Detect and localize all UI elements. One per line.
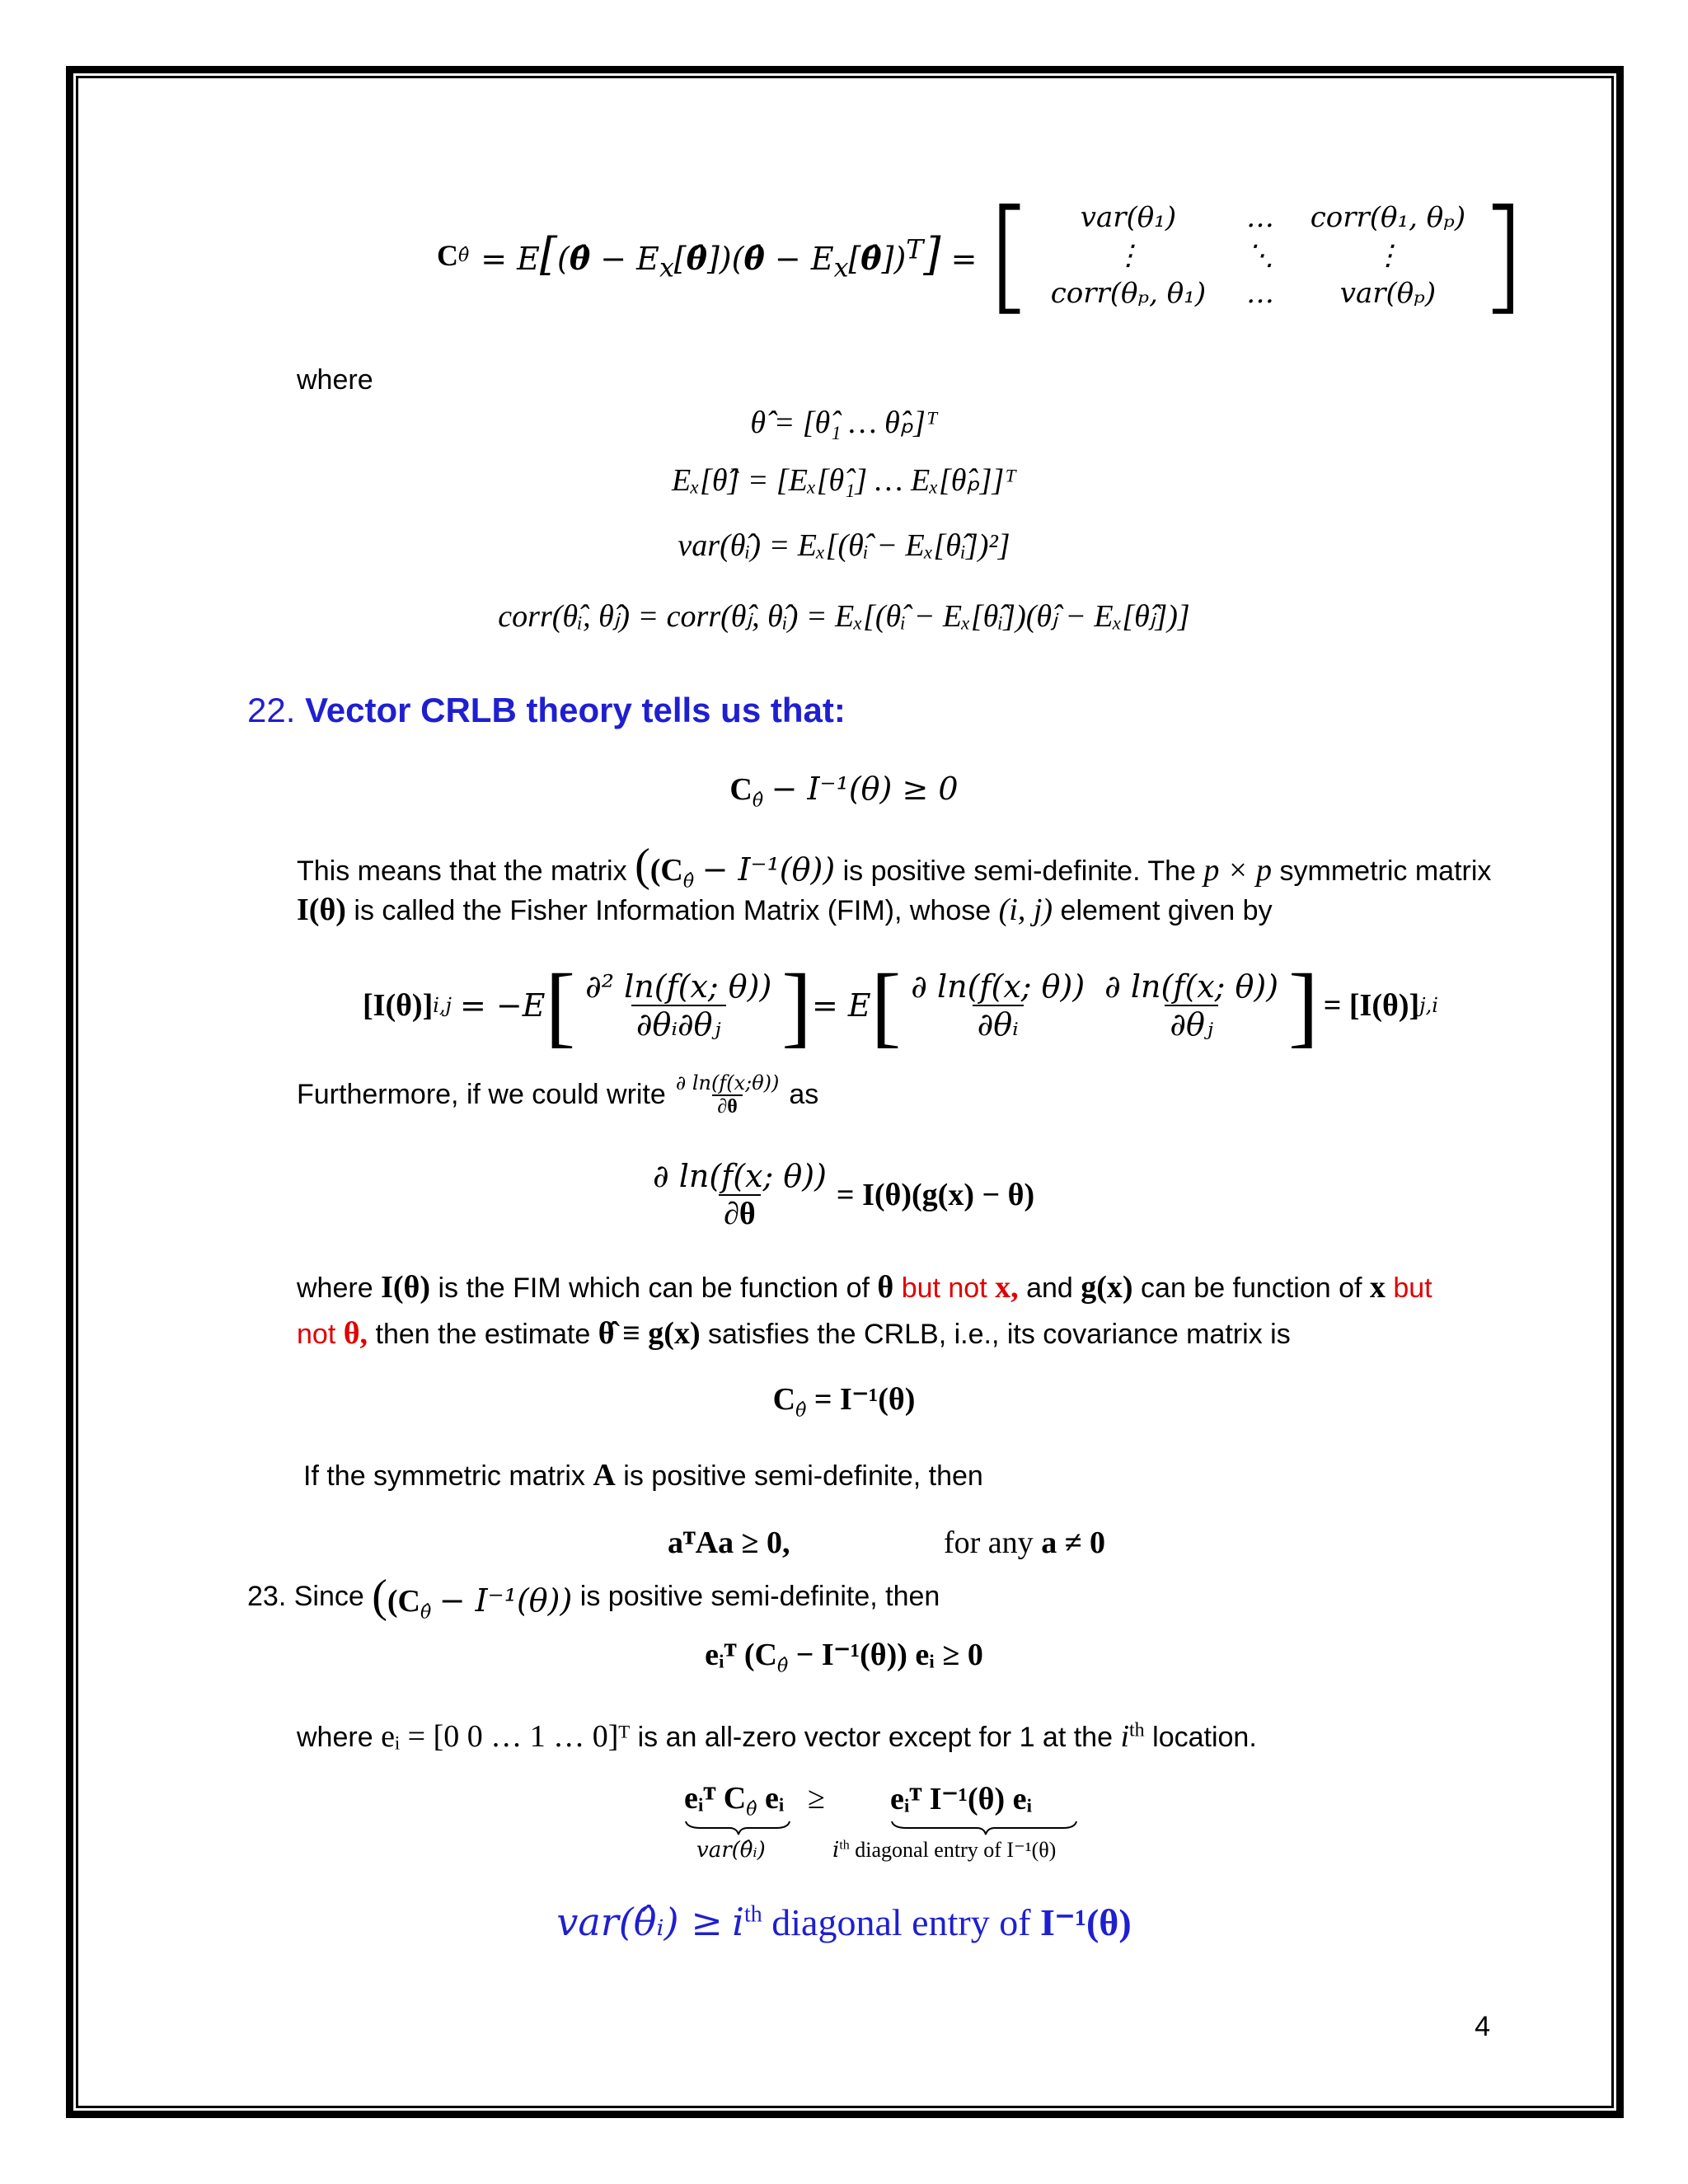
wf-text-4: can be function of bbox=[1141, 1272, 1362, 1304]
crlb-ineq-rest: − I⁻¹(θ) ≥ 0 bbox=[771, 771, 959, 807]
ub-lhs: eᵢᵀ C bbox=[684, 1781, 747, 1816]
uv-text-3: location. bbox=[1152, 1722, 1257, 1753]
cov-expr: = E[(θ̂ − $E_x[\thetâ])(\thetâ$ − $E_x[\thetâ])^T$] = bbox=[481, 227, 978, 284]
wf-I: I(θ) bbox=[381, 1270, 430, 1305]
uv-i: i bbox=[1120, 1719, 1130, 1754]
eff-c: C bbox=[772, 1382, 796, 1417]
wf-theta: θ bbox=[877, 1270, 894, 1305]
fim-equation: [I(θ)] i,j = −E [ $\frac{\text{∂² ln(f(x; θ))}}{\text{∂θᵢ∂θⱼ}}$ ] = E [ $\frac{\partial \ln(f(x; \theta))}{\text{∂θᵢ}}$ $\frac{\partial \ln(f(x; \theta))}{\text{∂θⱼ}}$ ] = [I(θ)] j,i bbox=[363, 954, 1438, 1056]
further-text-a: Furthermore, if we could write bbox=[297, 1079, 666, 1110]
fim-eq2: = E bbox=[811, 987, 871, 1024]
s23-ineq-rest: − I⁻¹(θ)) eᵢ ≥ 0 bbox=[795, 1638, 983, 1672]
score-num: ∂ ln(f(x; θ)) bbox=[653, 1158, 827, 1194]
cov-m11: var(θ₁) bbox=[1080, 201, 1177, 234]
sym-text-b: is positive semi-definite, then bbox=[623, 1460, 983, 1492]
section-22-heading bbox=[247, 691, 846, 730]
wf-and: and bbox=[1026, 1272, 1073, 1304]
uv-text-2: is an all-zero vector except for 1 at the bbox=[637, 1722, 1113, 1753]
s23-matrix-rest: − I⁻¹(θ)) bbox=[438, 1582, 573, 1619]
final-rhs: diagonal entry of bbox=[771, 1901, 1031, 1943]
wf-x: x, bbox=[995, 1270, 1019, 1305]
psd-matrix-rest: − I⁻¹(θ)) bbox=[701, 851, 836, 888]
def-theta-hat: θ̂ = [θ̂₁ … θ̂ₚ]ᵀ bbox=[750, 405, 938, 440]
psd-text-b: is positive semi-definite. The bbox=[842, 855, 1196, 887]
fim-text-b: element given by bbox=[1060, 895, 1273, 926]
def-variance: var(θ̂ᵢ) = Eₓ[(θ̂ᵢ − Eₓ[θ̂ᵢ])²] bbox=[678, 528, 1010, 563]
cov-lhs: C bbox=[437, 239, 458, 272]
quad-cond: for any bbox=[944, 1526, 1034, 1560]
fim-den1: ∂θᵢ∂θⱼ bbox=[631, 1005, 726, 1043]
eff-rest: = I⁻¹(θ) bbox=[814, 1382, 916, 1417]
uv-th: th bbox=[1129, 1719, 1145, 1741]
underbraces bbox=[684, 1820, 1113, 1836]
ub-lhs-label: var(θ̂ᵢ) bbox=[696, 1838, 766, 1863]
cov-m22: ⋱ bbox=[1245, 239, 1274, 272]
fim-num3: ∂ ln(f(x; θ)) bbox=[1104, 968, 1279, 1005]
cov-m32: … bbox=[1245, 277, 1274, 310]
wf-where: where bbox=[297, 1272, 373, 1304]
cov-m23: ⋮ bbox=[1373, 239, 1402, 272]
section-22-title: Vector CRLB theory tells us that: bbox=[305, 691, 846, 729]
quad-expr: aᵀAa ≥ 0, bbox=[668, 1526, 790, 1560]
final-inequality bbox=[0, 1900, 1688, 1944]
s23-inequality: eᵢᵀ $(C_{\thetâ} - I^{-1}(\theta))$ eᵢ ≥ 0 bbox=[705, 1638, 983, 1677]
paragraph-furthermore bbox=[297, 1071, 818, 1118]
paragraph-psd: This means that the matrix ($(C_{\thetâ} - I^{-1}(\theta))$ is positive semi-definite. The p × p symmetric matrix bbox=[297, 840, 1492, 893]
cov-matrix bbox=[1034, 201, 1479, 310]
paragraph-unit-vector bbox=[297, 1718, 1257, 1755]
fim-symbol: I(θ) bbox=[297, 893, 346, 927]
def-expectation: Eₓ[θ̂] = [Eₓ[θ̂₁] … Eₓ[θ̂ₚ]]ᵀ bbox=[672, 463, 1016, 498]
psd-matrix: (C bbox=[649, 853, 683, 888]
wf-text-6: satisfies the CRLB, i.e., its covariance matrix is bbox=[708, 1319, 1291, 1350]
s23-matrix: (C bbox=[387, 1584, 420, 1619]
fim-den3: ∂θⱼ bbox=[1165, 1005, 1218, 1043]
final-i: i bbox=[732, 1900, 744, 1944]
wf-but: but bbox=[1393, 1272, 1432, 1304]
score-rhs: = I(θ)(g(x) − θ) bbox=[836, 1178, 1035, 1212]
s23-ineq: eᵢᵀ (C bbox=[705, 1638, 777, 1672]
page-number: 4 bbox=[1475, 2011, 1490, 2042]
uv-where: where bbox=[297, 1722, 373, 1753]
fim-text-a: is called the Fisher Information Matrix (FIM), whose bbox=[354, 895, 992, 926]
fim-eq1: = −E bbox=[460, 987, 546, 1024]
cov-m33: var(θₚ) bbox=[1339, 277, 1437, 310]
fim-rhs: = [I(θ)] bbox=[1323, 988, 1420, 1023]
wf-butnot: but not bbox=[901, 1272, 987, 1304]
ub-rhs-label: $i^{th}$ diagonal entry of I⁻¹(θ) bbox=[832, 1838, 1057, 1863]
fim-lhs: [I(θ)] bbox=[363, 988, 434, 1023]
uv-e: eᵢ = [0 0 … 1 … 0]ᵀ bbox=[381, 1719, 631, 1754]
cov-m31: corr(θₚ, θ₁) bbox=[1050, 277, 1207, 310]
psd-text-a: This means that the matrix bbox=[297, 855, 627, 887]
wf-g: g(x) bbox=[1081, 1270, 1133, 1305]
wf-text-2: is the FIM which can be function of bbox=[438, 1272, 870, 1304]
cov-lhs-sub: θ̂ bbox=[458, 245, 470, 266]
sym-A: A bbox=[593, 1458, 616, 1493]
fim-lhs-sub: i,j bbox=[433, 994, 452, 1017]
further-num: ∂ ln(f(x;θ)) bbox=[675, 1071, 780, 1094]
fim-num2: ∂ ln(f(x; θ)) bbox=[911, 968, 1085, 1005]
sym-text-a: If the symmetric matrix bbox=[303, 1460, 585, 1492]
underbrace-relation: eᵢᵀ $C_{\thetâ}$ eᵢ ≥ eᵢᵀ I⁻¹(θ) eᵢ var(θ̂ᵢ) $i^{th}$ diagonal entry of I⁻¹(θ) bbox=[684, 1780, 1113, 1871]
paragraph-where-fim-2 bbox=[297, 1315, 1291, 1352]
wf-not: not bbox=[297, 1319, 336, 1350]
crlb-inequality: $C_{\thetâ} - I^{-1}(\theta) \ge 0$ bbox=[729, 771, 959, 812]
fim-den2: ∂θᵢ bbox=[973, 1005, 1024, 1043]
final-lhs: var(θ̂ᵢ) ≥ bbox=[556, 1900, 723, 1944]
section-22-number: 22. bbox=[247, 691, 296, 729]
score-den: ∂θ bbox=[719, 1194, 761, 1232]
psd-text-c: symmetric matrix bbox=[1279, 855, 1492, 887]
further-text-b: as bbox=[789, 1079, 819, 1110]
final-th: th bbox=[744, 1901, 762, 1928]
ub-rhs-label-text: diagonal entry of I⁻¹(θ) bbox=[855, 1838, 1057, 1862]
ub-lhs-rest: eᵢ bbox=[764, 1781, 785, 1816]
wf-theta2: θ, bbox=[343, 1316, 368, 1351]
paragraph-fim bbox=[297, 892, 1273, 928]
quadratic-form bbox=[668, 1525, 790, 1561]
wf-text-5: then the estimate bbox=[375, 1319, 591, 1350]
cov-m13: corr(θ₁, θₚ) bbox=[1310, 201, 1466, 234]
section-23-line: 23. Since ($(C_{\thetâ} - I^{-1}(\theta))$ is positive semi-definite, then bbox=[247, 1571, 940, 1624]
section-23-number: 23. bbox=[247, 1580, 287, 1612]
efficient-cov-equation: $C_{\thetâ} = I^{-1}(\theta)$ bbox=[772, 1382, 916, 1422]
ub-ge: ≥ bbox=[808, 1781, 825, 1816]
covariance-equation: C θ̂ = E[(θ̂ − $E_x[\thetâ])(\thetâ$ − $E_x[\thetâ])^T$] = [ var(θ₁) … corr(θ₁, θₚ) ⋮ ⋱ ⋮ corr(θₚ, θ₁) … var(θₚ) ] bbox=[437, 184, 1527, 327]
further-den: ∂θ bbox=[712, 1094, 742, 1118]
cov-m21: ⋮ bbox=[1114, 239, 1142, 272]
s23-text-b: is positive semi-definite, then bbox=[579, 1580, 940, 1612]
fim-num1: ∂² ln(f(x; θ)) bbox=[585, 968, 772, 1005]
final-I: I⁻¹(θ) bbox=[1040, 1901, 1132, 1943]
psd-pxp: p × p bbox=[1203, 853, 1273, 888]
crlb-c: C bbox=[729, 772, 753, 807]
ub-rhs: eᵢᵀ I⁻¹(θ) eᵢ bbox=[890, 1782, 1033, 1816]
quad-cond2: a ≠ 0 bbox=[1041, 1526, 1106, 1560]
quadratic-condition bbox=[944, 1525, 1105, 1561]
fim-rhs-sub: j,i bbox=[1419, 994, 1438, 1017]
wf-estimate: θ̂ ≡ g(x) bbox=[598, 1316, 701, 1351]
score-equation bbox=[643, 1158, 1034, 1232]
def-correlation: corr(θ̂ᵢ, θ̂ⱼ) = corr(θ̂ⱼ, θ̂ᵢ) = Eₓ[(θ̂ᵢ − Eₓ[θ̂ᵢ])(θ̂ⱼ − Eₓ[θ̂ⱼ])] bbox=[498, 599, 1190, 634]
paragraph-symmetric bbox=[303, 1457, 983, 1493]
wf-x2: x bbox=[1369, 1270, 1386, 1305]
cov-m12: … bbox=[1245, 201, 1274, 234]
s23-since: Since bbox=[293, 1580, 364, 1612]
where-label: where bbox=[297, 364, 373, 396]
fim-ij: (i, j) bbox=[998, 893, 1053, 927]
paragraph-where-fim bbox=[297, 1269, 1432, 1305]
